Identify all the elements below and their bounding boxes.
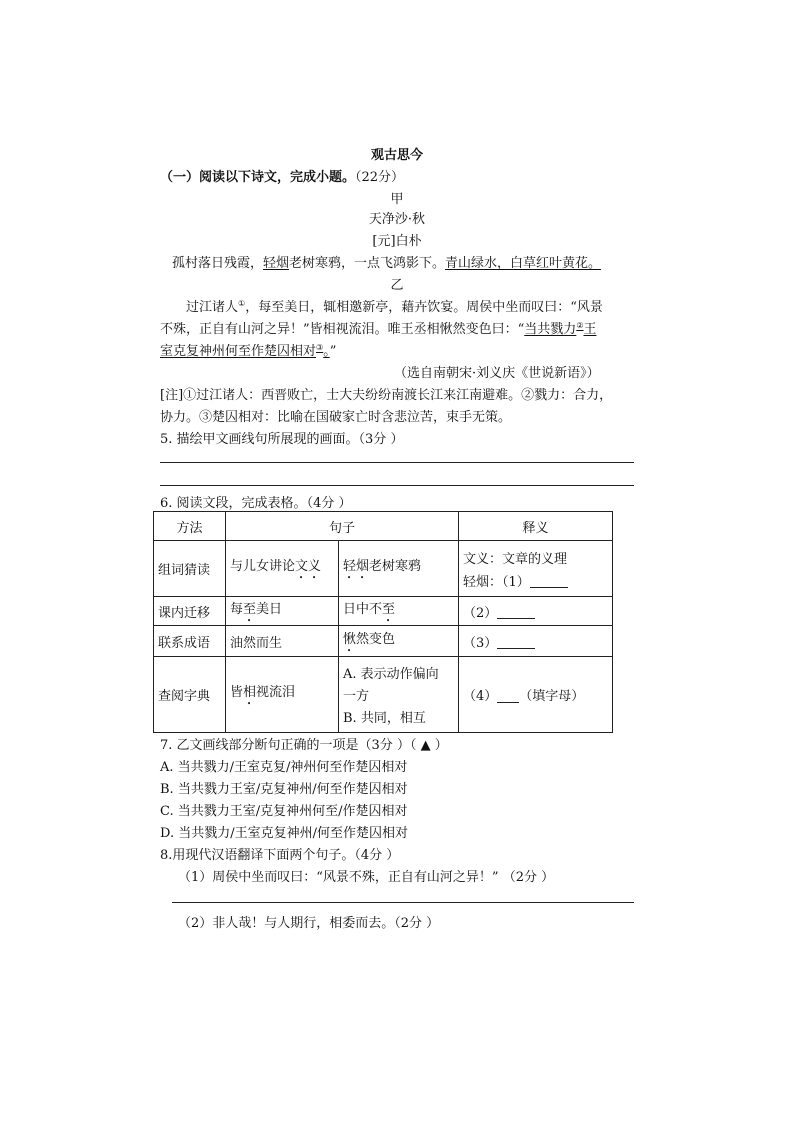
question-8: 8.用现代汉语翻译下面两个句子。（4分 ） (160, 848, 400, 863)
cell-text: 每 (230, 601, 244, 617)
prose-label: 乙 (390, 278, 404, 293)
prose-line-3 (160, 340, 336, 359)
question-6-dot: 。 (293, 496, 307, 511)
question-5: 5. 描绘甲文画线句所展现的画面。（3分 ） (160, 432, 404, 447)
poem-title: 天净沙·秋 (368, 212, 426, 227)
cell-text: 日中不 (343, 601, 383, 617)
section-heading-text: （一）阅读以下诗文，完成小题。 (160, 170, 356, 185)
poem-line-part: 老树寒鸦，一点飞鸿影下。 (289, 256, 446, 271)
header-sentence: 句子 (226, 512, 459, 541)
row3-sentence-2 (339, 626, 459, 657)
option-a-cont: 一方 (343, 689, 370, 704)
dotted-char: 文义 (295, 559, 322, 574)
cell-text: 与儿女讲论 (230, 559, 296, 574)
cell-text: 皆 (230, 685, 244, 700)
row2-method: 课内迁移 (154, 597, 226, 626)
poem-underlined-line: 青山绿水，白草红叶黄花。 (445, 256, 602, 271)
poem-line (172, 252, 601, 271)
dotted-char: 愀 (343, 631, 357, 647)
question-6-text: 6. 阅读文段，完成表格 (160, 496, 294, 511)
row2-sentence-1 (226, 597, 339, 626)
prose-text: 过江诸人 (186, 300, 239, 315)
prose-underlined: 室克复神州何至作楚囚相对 (160, 344, 317, 359)
cell-text: 视流泪 (256, 685, 296, 700)
question-8-sentence-2: （2）非人哉！与人期行，相委而去。（2分 ） (178, 916, 440, 931)
option-a: A. 表示动作偏向 (343, 667, 439, 682)
row1-sentence-1 (226, 541, 339, 597)
row4-meaning (459, 657, 613, 733)
meaning-line (463, 571, 608, 590)
notes-line-2: 协力。③楚囚相对：比喻在国破家亡时含悲泣苦，束手无策。 (160, 410, 512, 425)
answer-blank[interactable] (497, 691, 519, 703)
prose-text: ” (329, 344, 337, 359)
header-method: 方法 (154, 512, 226, 541)
table-row (154, 657, 613, 733)
answer-line (172, 902, 634, 903)
poem-author: [元]白朴 (372, 234, 422, 249)
note-marker-3: ③ (316, 343, 324, 352)
table-header-row (154, 512, 613, 541)
row2-sentence-2 (339, 597, 459, 626)
table-row (154, 626, 613, 657)
option-d[interactable]: D. 当共戮力/王室克复神州/何至作楚囚相对 (160, 826, 408, 841)
row4-sentence (226, 657, 339, 733)
q6-table (153, 511, 613, 733)
note-marker-1: ① (238, 299, 246, 308)
dotted-char: 相 (243, 685, 257, 700)
option-b: B. 共同，相互 (343, 711, 426, 726)
poem-underlined-qingyan: 轻烟 (263, 256, 290, 271)
table-row (154, 597, 613, 626)
meaning-prefix: （4） (463, 689, 498, 704)
row3-sentence-1: 油然而生 (226, 626, 339, 657)
answer-line (160, 485, 634, 486)
meaning-line: 文义：文章的义理 (463, 551, 568, 567)
answer-line (160, 462, 634, 463)
question-8-sentence-1: （1）周侯中坐而叹曰：“风景不殊，正自有山河之异！” （2分 ） (178, 870, 555, 885)
option-b[interactable]: B. 当共戮力王室/克复神州/何至作楚囚相对 (160, 782, 408, 797)
prose-line-1 (186, 296, 603, 315)
prose-underlined: 王 (583, 322, 597, 337)
table-row (154, 541, 613, 597)
option-a[interactable]: A. 当共戮力/王室克复/神州何至作楚囚相对 (160, 760, 408, 775)
dotted-char: 至 (382, 601, 396, 617)
poem-label: 甲 (390, 192, 404, 207)
row3-meaning (459, 626, 613, 657)
answer-blank[interactable] (497, 607, 535, 619)
answer-blank[interactable] (497, 637, 535, 649)
row4-options (339, 657, 459, 733)
cell-text: 美日 (256, 601, 283, 617)
row4-method: 查阅字典 (154, 657, 226, 733)
question-6-points: （4分 ） (306, 496, 352, 511)
cell-text: 老树寒鸦 (369, 559, 422, 574)
row1-method: 组词猜读 (154, 541, 226, 597)
cell-text: 然变色 (356, 631, 396, 647)
prose-underlined: 当共戮力 (524, 322, 577, 337)
meaning-prefix: （3） (463, 635, 498, 651)
prose-text: ，每至美日，辄相邀新亭，藉卉饮宴。周侯中坐而叹曰：“风景 (245, 300, 603, 315)
notes-line-1: [注]①过江诸人：西晋败亡，士大夫纷纷南渡长江来江南避难。②戮力：合力， (160, 388, 613, 403)
note-marker-2: ② (576, 321, 584, 330)
prose-line-2 (160, 318, 597, 337)
poem-line-part: 孤村落日残霞， (172, 256, 264, 271)
dotted-char: 轻烟 (343, 559, 370, 574)
prose-source: （选自南朝宋·刘义庆《世说新语》） (394, 366, 600, 381)
row1-sentence-2 (339, 541, 459, 597)
option-c[interactable]: C. 当共戮力王室/克复神州何至/作楚囚相对 (160, 804, 408, 819)
section-points: （22分） (355, 170, 405, 185)
answer-blank[interactable] (530, 576, 568, 588)
meaning-suffix: （填字母） (519, 689, 585, 704)
row1-meaning (459, 541, 613, 597)
prose-text: 不殊，正自有山河之异！”皆相视流泪。唯王丞相愀然变色曰：“ (160, 322, 525, 337)
page-title: 观古思今 (370, 148, 423, 163)
section-heading (160, 166, 404, 185)
row3-method: 联系成语 (154, 626, 226, 657)
dotted-char: 至 (243, 601, 257, 617)
meaning-prefix: （2） (463, 605, 498, 621)
prose-underlined: 。 (323, 344, 330, 359)
row2-meaning (459, 597, 613, 626)
question-7: 7. 乙文画线部分断句正确的一项是（3分 ）（ ▲ ） (160, 738, 448, 753)
meaning-prefix: 轻烟：（1） (463, 574, 530, 590)
header-meaning: 释义 (459, 512, 613, 541)
